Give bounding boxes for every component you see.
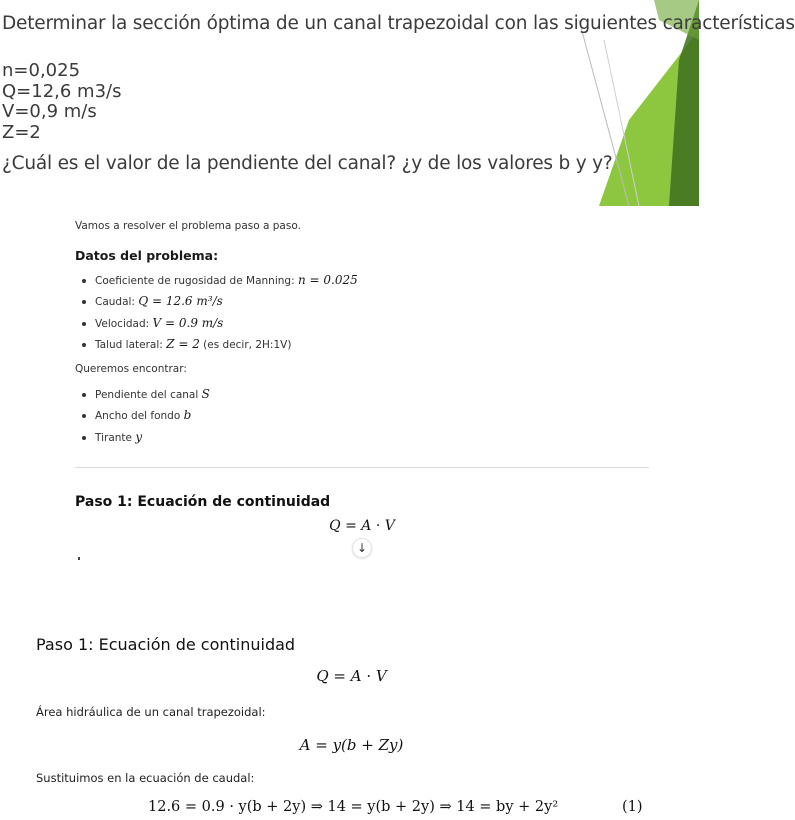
queremos-item-pendiente: Pendiente del canal S — [75, 384, 210, 405]
param-v: V=0,9 m/s — [2, 101, 97, 122]
arrow-down-icon[interactable]: ↓ — [352, 538, 372, 558]
param-z: Z=2 — [2, 121, 41, 143]
response-intro: Vamos a resolver el problema paso a paso. — [75, 220, 301, 232]
param-n: n=0,025 — [2, 60, 81, 81]
slide-title: Determinar la sección óptima de un canal trapezoidal con las siguientes características — [2, 13, 795, 34]
datos-item-manning: Coeficiente de rugosidad de Manning: n = 0.025 — [75, 270, 358, 291]
substitution-label: Sustituimos en la ecuación de caudal: — [36, 771, 255, 785]
param-q: Q=12,6 m3/s — [2, 80, 122, 102]
datos-item-talud: Talud lateral: Z = 2 (es decir, 2H:1V) — [75, 334, 358, 355]
continuity-equation-top: Q = A · V — [329, 518, 395, 534]
stray-mark — [78, 557, 80, 560]
area-label: Área hidráulica de un canal trapezoidal: — [36, 705, 266, 719]
paso1-heading-top: Paso 1: Ecuación de continuidad — [75, 494, 331, 510]
problem-slide — [0, 0, 795, 206]
area-equation: A = y(b + Zy) — [299, 736, 404, 754]
queremos-heading: Queremos encontrar: — [75, 363, 187, 375]
datos-item-velocidad: Velocidad: V = 0.9 m/s — [75, 313, 358, 334]
substitution-equation: 12.6 = 0.9 · y(b + 2y) ⇒ 14 = y(b + 2y) ⇒ 14 = by + 2y² — [148, 799, 559, 815]
section-divider — [75, 467, 649, 468]
datos-item-caudal: Caudal: Q = 12.6 m³/s — [75, 291, 358, 312]
queremos-item-ancho: Ancho del fondo b — [75, 405, 210, 426]
slide-question: ¿Cuál es el valor de la pendiente del canal? ¿y de los valores b y y? — [2, 153, 613, 174]
problem-parameters — [2, 61, 121, 143]
continuity-equation-bottom: Q = A · V — [316, 667, 387, 685]
response-block-bottom — [0, 578, 699, 820]
datos-list — [75, 270, 358, 355]
response-block-top — [0, 206, 699, 578]
queremos-item-tirante: Tirante y — [75, 427, 210, 448]
datos-heading: Datos del problema: — [75, 248, 219, 263]
queremos-list — [75, 384, 210, 448]
equation-number: (1) — [622, 799, 643, 815]
paso1-heading-bottom: Paso 1: Ecuación de continuidad — [36, 635, 296, 654]
